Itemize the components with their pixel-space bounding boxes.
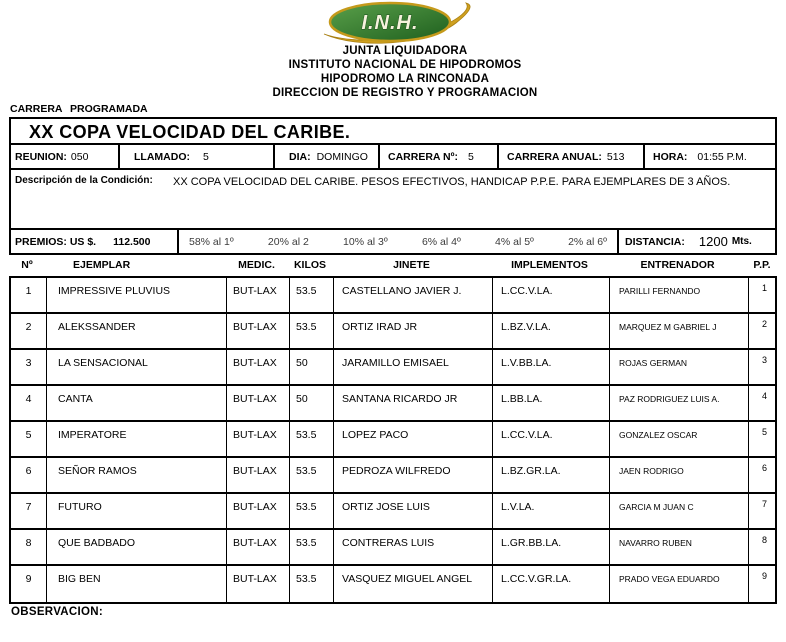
cell-medic: BUT-LAX <box>227 530 290 564</box>
header-kilos: KILOS <box>293 259 327 271</box>
header-pp: P.P. <box>753 259 771 271</box>
header-implementos: IMPLEMENTOS <box>511 259 588 271</box>
cell-entrenador: GARCIA M JUAN C <box>610 494 749 528</box>
cell-kilos: 53.5 <box>290 422 334 456</box>
split-2: 20% al 2 <box>267 235 309 248</box>
cell-num: 1 <box>11 278 47 312</box>
header-jinete: JINETE <box>393 259 430 271</box>
info-cell-dia <box>275 145 380 168</box>
cell-jinete: ORTIZ JOSE LUIS <box>334 494 493 528</box>
cell-implementos: L.CC.V.LA. <box>493 422 610 456</box>
race-info-box <box>9 117 777 255</box>
cell-implementos: L.BZ.GR.LA. <box>493 458 610 492</box>
table-row <box>11 458 775 494</box>
cell-entrenador: PRADO VEGA EDUARDO <box>610 566 749 602</box>
cell-implementos: L.BZ.V.LA. <box>493 314 610 348</box>
cell-jinete: CASTELLANO JAVIER J. <box>334 278 493 312</box>
distancia-unit: Mts. <box>731 236 752 247</box>
cell-num: 6 <box>11 458 47 492</box>
cell-pp: 1 <box>761 283 767 293</box>
cell-num: 3 <box>11 350 47 384</box>
cell-entrenador: PARILLI FERNANDO <box>610 278 749 312</box>
table-row <box>11 494 775 530</box>
cell-jinete: ORTIZ IRAD JR <box>334 314 493 348</box>
cell-entrenador: NAVARRO RUBEN <box>610 530 749 564</box>
cell-kilos: 53.5 <box>290 314 334 348</box>
org-line-junta: JUNTA LIQUIDADORA <box>342 45 468 57</box>
cell-entrenador: GONZALEZ OSCAR <box>610 422 749 456</box>
info-label: LLAMADO: <box>134 150 190 163</box>
cell-ejemplar: IMPERATORE <box>47 422 227 456</box>
info-value: 050 <box>70 150 89 163</box>
premios-value: 112.500 <box>113 235 151 248</box>
cell-jinete: PEDROZA WILFREDO <box>334 458 493 492</box>
cell-entrenador: MARQUEZ M GABRIEL J <box>610 314 749 348</box>
cell-implementos: L.V.BB.LA. <box>493 350 610 384</box>
cell-jinete: VASQUEZ MIGUEL ANGEL <box>334 566 493 602</box>
table-row <box>11 422 775 458</box>
premios-splits <box>179 230 619 253</box>
info-cell-hora <box>645 145 775 168</box>
cell-pp: 9 <box>761 571 767 581</box>
split-1: 58% al 1º <box>189 235 234 248</box>
info-value: DOMINGO <box>316 150 368 163</box>
logo-text: I.N.H. <box>361 12 419 34</box>
cell-kilos: 53.5 <box>290 530 334 564</box>
cell-medic: BUT-LAX <box>227 458 290 492</box>
cell-pp: 2 <box>761 319 767 329</box>
cell-pp: 6 <box>761 463 767 473</box>
info-value: 513 <box>606 150 625 163</box>
cell-kilos: 53.5 <box>290 494 334 528</box>
cell-jinete: CONTRERAS LUIS <box>334 530 493 564</box>
info-value: 5 <box>203 150 209 163</box>
cell-ejemplar: FUTURO <box>47 494 227 528</box>
table-row <box>11 278 775 314</box>
cell-ejemplar: IMPRESSIVE PLUVIUS <box>47 278 227 312</box>
cell-jinete: LOPEZ PACO <box>334 422 493 456</box>
cell-num: 7 <box>11 494 47 528</box>
cell-jinete: JARAMILLO EMISAEL <box>334 350 493 384</box>
header-entrenador: ENTRENADOR <box>640 259 715 271</box>
info-label: CARRERA ANUAL: <box>507 150 602 163</box>
cell-pp: 4 <box>761 391 767 401</box>
cell-num: 4 <box>11 386 47 420</box>
inh-logo-graphic <box>318 1 478 47</box>
premios-row <box>11 230 775 253</box>
cell-entrenador: JAEN RODRIGO <box>610 458 749 492</box>
cell-implementos: L.CC.V.GR.LA. <box>493 566 610 602</box>
cell-num: 2 <box>11 314 47 348</box>
cell-medic: BUT-LAX <box>227 386 290 420</box>
split-5: 4% al 5º <box>495 235 534 248</box>
table-row <box>11 386 775 422</box>
cell-ejemplar: CANTA <box>47 386 227 420</box>
table-row <box>11 530 775 566</box>
header-medic: MEDIC. <box>238 259 275 271</box>
distancia-cell <box>619 230 775 253</box>
table-row <box>11 350 775 386</box>
inh-logo <box>318 1 478 47</box>
cell-kilos: 50 <box>290 350 334 384</box>
entries-table-header <box>9 254 777 276</box>
cell-ejemplar: BIG BEN <box>47 566 227 602</box>
cell-pp: 3 <box>761 355 767 365</box>
cell-jinete: SANTANA RICARDO JR <box>334 386 493 420</box>
cell-kilos: 53.5 <box>290 566 334 602</box>
info-label: REUNION: <box>15 150 67 163</box>
org-line-instituto: INSTITUTO NACIONAL DE HIPODROMOS <box>288 59 522 71</box>
cell-implementos: L.GR.BB.LA. <box>493 530 610 564</box>
cell-ejemplar: ALEKSSANDER <box>47 314 227 348</box>
cell-implementos: L.CC.V.LA. <box>493 278 610 312</box>
cell-medic: BUT-LAX <box>227 314 290 348</box>
org-header <box>0 44 786 100</box>
cell-num: 5 <box>11 422 47 456</box>
race-title: XX COPA VELOCIDAD DEL CARIBE. <box>11 119 775 145</box>
cell-medic: BUT-LAX <box>227 278 290 312</box>
observacion-label: OBSERVACION: <box>11 606 103 618</box>
race-info-row <box>11 145 775 170</box>
condition-text: XX COPA VELOCIDAD DEL CARIBE. PESOS EFECTIVOS, HANDICAP P.P.E. PARA EJEMPLARES DE 3 AÑOS. <box>173 176 731 188</box>
split-3: 10% al 3º <box>343 235 388 248</box>
org-line-hipodromo: HIPODROMO LA RINCONADA <box>320 73 490 85</box>
cell-entrenador: ROJAS GERMAN <box>610 350 749 384</box>
cell-num: 9 <box>11 566 47 602</box>
info-label: HORA: <box>653 150 688 163</box>
cell-medic: BUT-LAX <box>227 350 290 384</box>
cell-ejemplar: SEÑOR RAMOS <box>47 458 227 492</box>
info-cell-carrera-anual <box>499 145 645 168</box>
cell-pp: 7 <box>761 499 767 509</box>
info-cell-llamado <box>120 145 275 168</box>
split-4: 6% al 4º <box>421 235 461 248</box>
cell-entrenador: PAZ RODRIGUEZ LUIS A. <box>610 386 749 420</box>
cell-kilos: 53.5 <box>290 458 334 492</box>
cell-medic: BUT-LAX <box>227 494 290 528</box>
info-cell-reunion <box>11 145 120 168</box>
table-row <box>11 566 775 602</box>
cell-medic: BUT-LAX <box>227 566 290 602</box>
cell-pp: 8 <box>761 535 767 545</box>
org-line-direccion: DIRECCION DE REGISTRO Y PROGRAMACION <box>272 87 538 99</box>
info-cell-carrera-num <box>380 145 499 168</box>
info-value: 01:55 P.M. <box>697 150 747 163</box>
split-6: 2% al 6º <box>568 235 607 248</box>
table-row <box>11 314 775 350</box>
premios-label: PREMIOS: US $. <box>15 235 97 248</box>
distancia-label: DISTANCIA: <box>625 235 685 248</box>
cell-kilos: 53.5 <box>290 278 334 312</box>
info-label: DIA: <box>289 150 311 163</box>
cell-ejemplar: QUE BADBADO <box>47 530 227 564</box>
cell-implementos: L.V.LA. <box>493 494 610 528</box>
header-num: Nº <box>21 259 33 271</box>
cell-ejemplar: LA SENSACIONAL <box>47 350 227 384</box>
info-value: 5 <box>467 150 474 163</box>
premios-cell <box>11 230 179 253</box>
cell-medic: BUT-LAX <box>227 422 290 456</box>
section-label: CARRERA PROGRAMADA <box>10 103 148 115</box>
distancia-value: 1200 <box>698 234 728 249</box>
header-ejemplar: EJEMPLAR <box>73 259 131 271</box>
cell-kilos: 50 <box>290 386 334 420</box>
entries-table-body <box>9 276 777 604</box>
condition-label: Descripción de la Condición: <box>15 175 153 186</box>
info-label: CARRERA Nº: <box>388 150 458 163</box>
cell-pp: 5 <box>761 427 767 437</box>
condition-row <box>11 170 775 230</box>
cell-num: 8 <box>11 530 47 564</box>
cell-implementos: L.BB.LA. <box>493 386 610 420</box>
